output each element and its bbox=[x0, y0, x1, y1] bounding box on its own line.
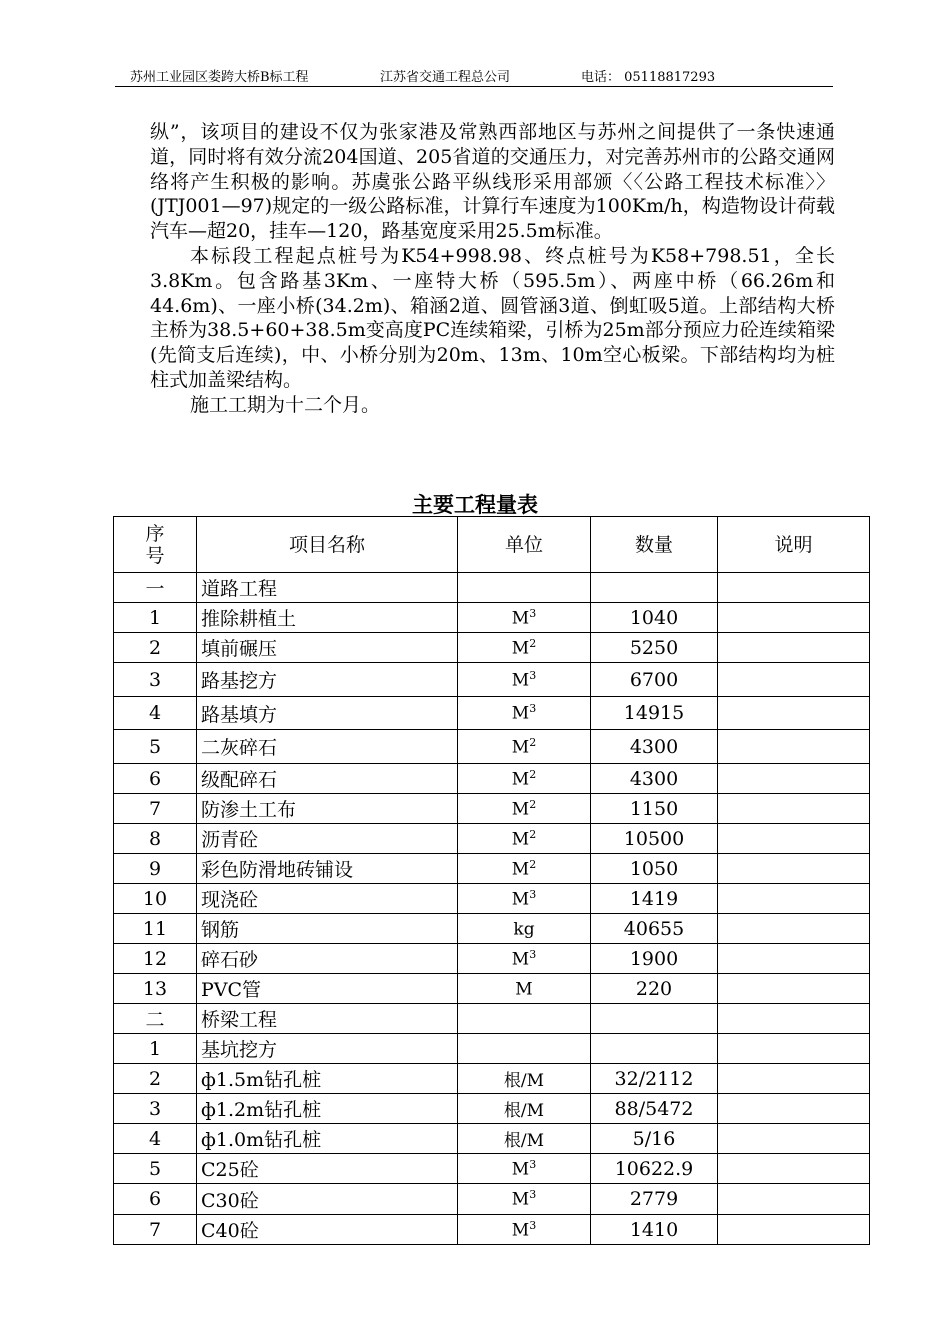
table-row bbox=[114, 1124, 870, 1154]
unit-text: M bbox=[511, 829, 530, 850]
row-no: 2 bbox=[114, 1064, 197, 1094]
row-name: 钢筋 bbox=[197, 914, 458, 944]
row-no: 2 bbox=[114, 633, 197, 663]
row-note bbox=[718, 764, 870, 794]
row-note bbox=[718, 944, 870, 974]
row-name: PVC管 bbox=[197, 974, 458, 1004]
row-unit bbox=[458, 1124, 591, 1154]
row-unit bbox=[458, 1094, 591, 1124]
table-row bbox=[114, 794, 870, 824]
table-row bbox=[114, 764, 870, 794]
row-note bbox=[718, 1124, 870, 1154]
row-note bbox=[718, 730, 870, 764]
header-note: 说明 bbox=[718, 517, 870, 573]
unit-text: M bbox=[511, 670, 530, 691]
table-body bbox=[114, 573, 870, 1245]
header-name: 项目名称 bbox=[197, 517, 458, 573]
unit-exponent: 2 bbox=[529, 636, 537, 650]
row-name: ф1.2m钻孔桩 bbox=[197, 1094, 458, 1124]
unit-exponent: 3 bbox=[529, 1188, 537, 1202]
unit-text: M bbox=[511, 638, 530, 659]
table-row bbox=[114, 914, 870, 944]
quantities-table bbox=[113, 516, 870, 1245]
row-unit bbox=[458, 794, 591, 824]
table-header-row bbox=[114, 517, 870, 573]
unit-text: 根/M bbox=[503, 1131, 545, 1151]
row-unit bbox=[458, 1184, 591, 1215]
unit-exponent: 2 bbox=[529, 827, 537, 841]
row-note bbox=[718, 794, 870, 824]
row-qty: 1410 bbox=[591, 1215, 718, 1245]
unit-text: M bbox=[511, 1189, 530, 1210]
unit-exponent: 2 bbox=[529, 767, 537, 781]
row-note bbox=[718, 884, 870, 914]
row-no: 13 bbox=[114, 974, 197, 1004]
row-qty: 2779 bbox=[591, 1184, 718, 1215]
row-name: ф1.0m钻孔桩 bbox=[197, 1124, 458, 1154]
row-unit bbox=[458, 914, 591, 944]
row-qty: 10622.9 bbox=[591, 1154, 718, 1184]
row-name: 路基挖方 bbox=[197, 663, 458, 697]
row-no: 5 bbox=[114, 1154, 197, 1184]
row-name: 桥梁工程 bbox=[197, 1004, 458, 1034]
row-unit bbox=[458, 944, 591, 974]
row-no: 10 bbox=[114, 884, 197, 914]
row-qty: 5250 bbox=[591, 633, 718, 663]
row-qty: 40655 bbox=[591, 914, 718, 944]
unit-exponent: 3 bbox=[529, 1157, 537, 1171]
table-row bbox=[114, 697, 870, 730]
row-name: 级配碎石 bbox=[197, 764, 458, 794]
row-qty: 1040 bbox=[591, 603, 718, 633]
row-unit bbox=[458, 854, 591, 884]
unit-exponent: 2 bbox=[529, 797, 537, 811]
row-note bbox=[718, 824, 870, 854]
row-name: 现浇砼 bbox=[197, 884, 458, 914]
row-note bbox=[718, 1094, 870, 1124]
paragraph-1: 纵”，该项目的建设不仅为张家港及常熟西部地区与苏州之间提供了一条快速通道，同时将有效分流204国道、205省道的交通压力，对完善苏州市的公路交通网络将产生积极的影响。苏虞张公路平纵线形采用部颁〈〈公路工程技术标准〉〉(JTJ001—97)规定的一级公路标准，计算行车速度为100Km/h，构造物设计荷载汽车—超20，挂车—120，路基宽度采用25.5m标准。 bbox=[150, 121, 835, 243]
unit-exponent: 3 bbox=[529, 606, 537, 620]
row-no: 7 bbox=[114, 794, 197, 824]
row-name: 沥青砼 bbox=[197, 824, 458, 854]
row-qty bbox=[591, 1034, 718, 1064]
row-unit bbox=[458, 730, 591, 764]
row-no: 1 bbox=[114, 603, 197, 633]
row-qty: 10500 bbox=[591, 824, 718, 854]
row-qty: 5/16 bbox=[591, 1124, 718, 1154]
row-unit bbox=[458, 764, 591, 794]
unit-text: 根/M bbox=[503, 1071, 545, 1091]
row-note bbox=[718, 633, 870, 663]
table-row bbox=[114, 1215, 870, 1245]
table-row bbox=[114, 1154, 870, 1184]
row-no: 4 bbox=[114, 697, 197, 730]
row-note bbox=[718, 914, 870, 944]
row-name: 基坑挖方 bbox=[197, 1034, 458, 1064]
unit-text: M bbox=[511, 703, 530, 724]
unit-text: M bbox=[511, 608, 530, 629]
unit-text: M bbox=[511, 1159, 530, 1180]
table-row bbox=[114, 974, 870, 1004]
row-note bbox=[718, 603, 870, 633]
header-no: 序号 bbox=[114, 517, 197, 573]
row-name: 填前碾压 bbox=[197, 633, 458, 663]
row-qty: 88/5472 bbox=[591, 1094, 718, 1124]
row-note bbox=[718, 1215, 870, 1245]
table-row bbox=[114, 824, 870, 854]
table-row bbox=[114, 944, 870, 974]
row-no: 9 bbox=[114, 854, 197, 884]
row-name: 道路工程 bbox=[197, 573, 458, 603]
row-qty: 6700 bbox=[591, 663, 718, 697]
table-title: 主要工程量表 bbox=[412, 492, 538, 517]
row-no: 6 bbox=[114, 1184, 197, 1215]
row-note bbox=[718, 1064, 870, 1094]
row-unit bbox=[458, 663, 591, 697]
row-note bbox=[718, 1034, 870, 1064]
row-no: 4 bbox=[114, 1124, 197, 1154]
row-unit bbox=[458, 1034, 591, 1064]
row-qty: 4300 bbox=[591, 764, 718, 794]
row-qty: 1900 bbox=[591, 944, 718, 974]
row-name: 碎石砂 bbox=[197, 944, 458, 974]
row-note bbox=[718, 1154, 870, 1184]
row-unit bbox=[458, 1154, 591, 1184]
row-qty: 1050 bbox=[591, 854, 718, 884]
table-row bbox=[114, 663, 870, 697]
unit-exponent: 3 bbox=[529, 702, 537, 716]
row-unit bbox=[458, 824, 591, 854]
row-unit bbox=[458, 1215, 591, 1245]
row-no: 8 bbox=[114, 824, 197, 854]
table-row bbox=[114, 730, 870, 764]
header-unit: 单位 bbox=[458, 517, 591, 573]
table-row bbox=[114, 854, 870, 884]
row-unit bbox=[458, 573, 591, 603]
row-qty bbox=[591, 1004, 718, 1034]
row-qty: 1150 bbox=[591, 794, 718, 824]
row-unit bbox=[458, 1064, 591, 1094]
row-unit bbox=[458, 974, 591, 1004]
paragraph-3: 施工工期为十二个月。 bbox=[190, 393, 381, 416]
row-no: 二 bbox=[114, 1004, 197, 1034]
unit-exponent: 3 bbox=[529, 668, 537, 682]
row-unit bbox=[458, 1004, 591, 1034]
unit-text: M bbox=[511, 859, 530, 880]
row-name: C25砼 bbox=[197, 1154, 458, 1184]
unit-text: M bbox=[511, 737, 530, 758]
table-row bbox=[114, 633, 870, 663]
row-no: 3 bbox=[114, 663, 197, 697]
header-company: 江苏省交通工程总公司 bbox=[380, 70, 511, 85]
unit-exponent: 2 bbox=[529, 857, 537, 871]
row-note bbox=[718, 663, 870, 697]
row-no: 一 bbox=[114, 573, 197, 603]
table-row bbox=[114, 573, 870, 603]
row-no: 1 bbox=[114, 1034, 197, 1064]
row-name: C40砼 bbox=[197, 1215, 458, 1245]
unit-text: M bbox=[511, 799, 530, 820]
row-no: 6 bbox=[114, 764, 197, 794]
unit-text: M bbox=[511, 1220, 530, 1241]
row-qty: 4300 bbox=[591, 730, 718, 764]
row-qty: 220 bbox=[591, 974, 718, 1004]
row-qty: 32/2112 bbox=[591, 1064, 718, 1094]
row-note bbox=[718, 697, 870, 730]
row-qty: 1419 bbox=[591, 884, 718, 914]
unit-exponent: 3 bbox=[529, 1218, 537, 1232]
row-note bbox=[718, 854, 870, 884]
row-note bbox=[718, 974, 870, 1004]
page-header bbox=[115, 66, 833, 87]
header-phone: 电话： 05118817293 bbox=[581, 70, 716, 85]
row-unit bbox=[458, 884, 591, 914]
unit-text: M bbox=[511, 769, 530, 790]
row-note bbox=[718, 1184, 870, 1215]
row-unit bbox=[458, 603, 591, 633]
header-qty: 数量 bbox=[591, 517, 718, 573]
row-name: 路基填方 bbox=[197, 697, 458, 730]
unit-text: M bbox=[515, 979, 533, 1000]
unit-exponent: 3 bbox=[529, 887, 537, 901]
table-row bbox=[114, 1184, 870, 1215]
row-name: 彩色防滑地砖铺设 bbox=[197, 854, 458, 884]
row-name: 推除耕植土 bbox=[197, 603, 458, 633]
table-row bbox=[114, 1004, 870, 1034]
row-no: 7 bbox=[114, 1215, 197, 1245]
row-unit bbox=[458, 697, 591, 730]
table-row bbox=[114, 1094, 870, 1124]
table-row bbox=[114, 603, 870, 633]
table-row bbox=[114, 1034, 870, 1064]
body-text bbox=[150, 120, 835, 418]
unit-text: M bbox=[511, 949, 530, 970]
row-no: 12 bbox=[114, 944, 197, 974]
row-qty bbox=[591, 573, 718, 603]
unit-exponent: 3 bbox=[529, 947, 537, 961]
row-name: 二灰碎石 bbox=[197, 730, 458, 764]
header-project: 苏州工业园区娄跨大桥B标工程 bbox=[130, 70, 309, 85]
row-no: 3 bbox=[114, 1094, 197, 1124]
row-no: 5 bbox=[114, 730, 197, 764]
paragraph-2: 本标段工程起点桩号为K54+998.98、终点桩号为K58+798.51，全长3.8Km。包含路基3Km、一座特大桥（595.5m）、两座中桥（66.26m和44.6m)、一座小桥(34.2m)、箱涵2道、圆管涵3道、倒虹吸5道。上部结构大桥主桥为38.5+60+38.5m变高度PC连续箱梁，引桥为25m部分预应力砼连续箱梁(先简支后连续)，中、小桥分别为20m、13m、10m空心板梁。下部结构均为桩柱式加盖梁结构。 bbox=[150, 244, 835, 391]
unit-text: M bbox=[511, 889, 530, 910]
unit-text: kg bbox=[513, 919, 535, 940]
row-name: 防渗土工布 bbox=[197, 794, 458, 824]
unit-exponent: 2 bbox=[529, 735, 537, 749]
row-unit bbox=[458, 633, 591, 663]
unit-text: 根/M bbox=[503, 1101, 545, 1121]
row-note bbox=[718, 573, 870, 603]
table-row bbox=[114, 1064, 870, 1094]
row-qty: 14915 bbox=[591, 697, 718, 730]
row-note bbox=[718, 1004, 870, 1034]
table-row bbox=[114, 884, 870, 914]
row-name: C30砼 bbox=[197, 1184, 458, 1215]
row-name: ф1.5m钻孔桩 bbox=[197, 1064, 458, 1094]
row-no: 11 bbox=[114, 914, 197, 944]
